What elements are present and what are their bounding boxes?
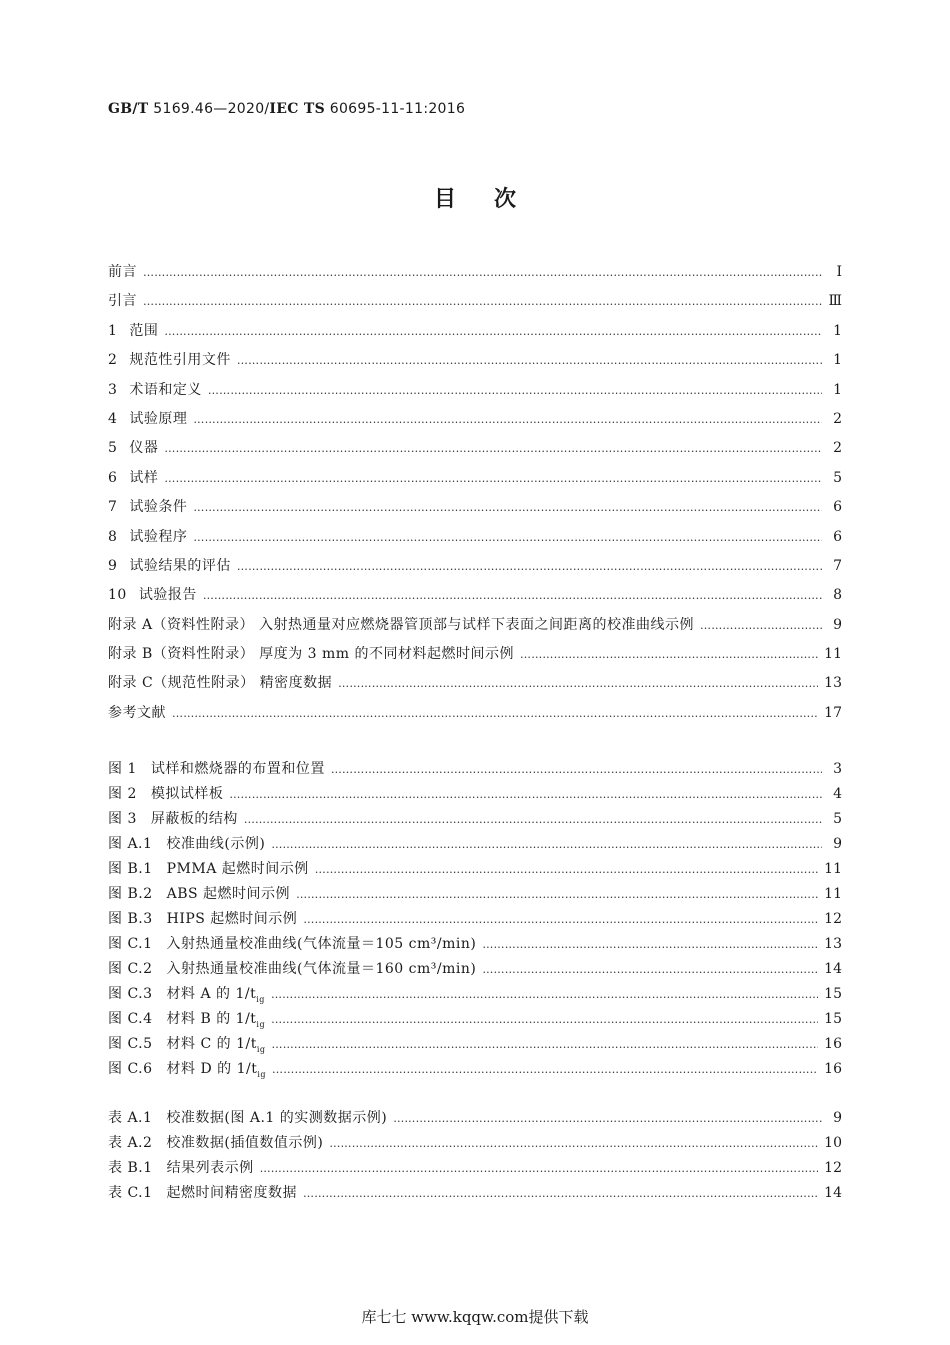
toc-entry[interactable]: [108, 1057, 842, 1082]
toc-entry-label: [108, 434, 158, 463]
toc-entry-text: 入射热通量校准曲线(气体流量＝160 cm³/min): [166, 961, 477, 977]
toc-entry[interactable]: [108, 405, 842, 434]
toc-entry-page: 10: [824, 1135, 842, 1151]
footer-watermark: 库七七 www.kqqw.com提供下载: [361, 1308, 589, 1326]
toc-entry-text: ABS 起燃时间示例: [166, 886, 291, 902]
toc-entry-leader-dots: [237, 355, 822, 366]
toc-entry-label: [108, 669, 332, 698]
toc-entry-leader-dots: [338, 678, 818, 689]
toc-entry[interactable]: [108, 957, 842, 982]
toc-entry-number: 2: [108, 352, 118, 369]
toc-entry-text: 参考文献: [108, 704, 166, 721]
toc-entry-number: 9: [108, 557, 118, 574]
toc-entry[interactable]: [108, 640, 842, 669]
toc-entry[interactable]: [108, 757, 842, 782]
toc-entry-text: 附录 C（规范性附录） 精密度数据: [108, 675, 333, 692]
toc-entry-label: [108, 552, 231, 581]
toc-entry[interactable]: [108, 1106, 842, 1131]
toc-entry-label: [108, 699, 166, 728]
toc-entry-page: 14: [824, 1185, 842, 1201]
toc-entry-number: 4: [108, 410, 118, 427]
toc-entry-text: 试验程序: [129, 528, 188, 545]
toc-entry-leader-dots: [700, 620, 822, 631]
toc-entry-leader-dots: [164, 443, 822, 454]
toc-entry-label: [108, 932, 476, 957]
toc-entry-number: 7: [108, 499, 118, 516]
toc-entry-label: [108, 1032, 266, 1057]
toc-entry-number: 3: [108, 381, 118, 398]
standard-code-iec-number: 60695-11-11:2016: [325, 101, 466, 117]
toc-entry-text: HIPS 起燃时间示例: [166, 911, 298, 927]
toc-entry[interactable]: [108, 882, 842, 907]
toc-entry-label: [108, 493, 187, 522]
toc-entry-leader-dots: [482, 964, 818, 975]
toc-entry-leader-dots: [237, 561, 822, 572]
toc-entry-label: [108, 405, 187, 434]
toc-entry-caption: 表 A.1: [108, 1110, 153, 1126]
standard-code-iects: IEC TS: [269, 101, 325, 117]
toc-entry-caption: 表 C.1: [108, 1185, 153, 1201]
toc-figures-list: [108, 757, 842, 1082]
toc-entry-caption: 表 A.2: [108, 1135, 153, 1151]
toc-entry-label: [108, 807, 238, 832]
toc-entry-label: [108, 581, 197, 610]
toc-entry-leader-dots: [143, 267, 822, 278]
toc-entry-caption: 图 C.3: [108, 986, 153, 1002]
toc-entry-label: [108, 1131, 323, 1156]
toc-entry-page: 6: [833, 528, 842, 545]
toc-entry-label: [108, 782, 223, 807]
toc-entry[interactable]: [108, 982, 842, 1007]
toc-entry-text: 试验原理: [129, 410, 188, 427]
toc-entry-caption: 图 3: [108, 811, 137, 827]
toc-entry-leader-dots: [296, 889, 818, 900]
toc-entry-caption: 图 B.1: [108, 861, 153, 877]
toc-entry-caption: 图 C.4: [108, 1011, 153, 1027]
toc-entry[interactable]: [108, 1181, 842, 1206]
toc-entry-text: 试验报告: [138, 587, 197, 604]
toc-entry-page: 3: [833, 761, 842, 777]
toc-entry[interactable]: [108, 317, 842, 346]
toc-entry-page: 14: [824, 961, 842, 977]
toc-entry-page: 2: [833, 440, 842, 457]
toc-entry-subscript: ig: [256, 994, 265, 1004]
toc-entry-number: 6: [108, 469, 118, 486]
toc-entry-text: 材料 B 的 1/t: [166, 1011, 257, 1027]
toc-entry-text: 校准数据(插值数值示例): [166, 1135, 324, 1151]
toc-entry[interactable]: [108, 932, 842, 957]
toc-entry-page: 15: [824, 986, 842, 1002]
toc-entry-page: 12: [824, 1160, 842, 1176]
toc-entry-label: [108, 882, 290, 907]
toc-entry-page: 9: [833, 1110, 842, 1126]
toc-entry-leader-dots: [208, 385, 822, 396]
toc-entry-caption: 表 B.1: [108, 1160, 153, 1176]
standard-code-number: 5169.46—2020/: [148, 101, 270, 117]
toc-entry-label: [108, 1007, 265, 1032]
toc-entry-page: 9: [833, 836, 842, 852]
toc-entry-label: [108, 757, 325, 782]
toc-entry-text: 校准曲线(示例): [166, 836, 266, 852]
toc-entry-label: [108, 287, 137, 316]
toc-entry[interactable]: [108, 1156, 842, 1181]
toc-entry-caption: 图 C.1: [108, 936, 153, 952]
toc-entry-page: 16: [824, 1061, 842, 1077]
toc-entry-number: 10: [108, 587, 127, 604]
toc-entry[interactable]: [108, 1007, 842, 1032]
toc-entry[interactable]: [108, 1032, 842, 1057]
toc-entry-text: 试样和燃烧器的布置和位置: [150, 761, 325, 777]
toc-entry-label: [108, 258, 137, 287]
toc-entry-page: Ⅲ: [828, 293, 842, 310]
toc-entry-text: 前言: [108, 264, 137, 280]
toc-entry-text: 试验结果的评估: [129, 557, 231, 574]
toc-entry-label: [108, 957, 476, 982]
toc-entry-text: 仪器: [129, 440, 159, 457]
toc-entry-leader-dots: [315, 864, 818, 875]
toc-entry-text: 模拟试样板: [150, 786, 224, 802]
toc-entry-text: 范围: [129, 322, 159, 339]
toc-entry-text: 材料 C 的 1/t: [166, 1036, 257, 1052]
toc-entry-page: 11: [824, 861, 842, 877]
toc-entry-page: 5: [833, 469, 842, 486]
toc-entry-label: [108, 523, 187, 552]
toc-entry-text: 试验条件: [129, 499, 188, 516]
toc-entry-leader-dots: [172, 708, 818, 719]
toc-entry-subscript: ig: [256, 1044, 266, 1054]
toc-entry-page: 11: [824, 886, 842, 902]
toc-entry-page: 13: [824, 675, 842, 692]
toc-entry-leader-dots: [271, 1014, 818, 1025]
toc-entry-label: [108, 317, 158, 346]
toc-entry-page: 5: [833, 811, 842, 827]
toc-entry[interactable]: [108, 581, 842, 610]
toc-entry-label: [108, 376, 202, 405]
toc-entry[interactable]: [108, 611, 842, 640]
toc-entry-text: 术语和定义: [129, 381, 202, 398]
toc-entry[interactable]: [108, 552, 842, 581]
toc-entry[interactable]: [108, 857, 842, 882]
toc-entry-text: 入射热通量校准曲线(气体流量＝105 cm³/min): [166, 936, 477, 952]
toc-entry-text: 规范性引用文件: [129, 352, 231, 369]
toc-entry[interactable]: [108, 699, 842, 728]
toc-entry-leader-dots: [164, 473, 822, 484]
toc-entry[interactable]: [108, 287, 842, 316]
toc-entry-label: [108, 464, 158, 493]
toc-entry[interactable]: [108, 258, 842, 287]
toc-entry[interactable]: [108, 907, 842, 932]
toc-entry-page: 12: [824, 911, 842, 927]
toc-tables-list: [108, 1106, 842, 1206]
toc-entry-leader-dots: [520, 649, 818, 660]
toc-entry[interactable]: [108, 669, 842, 698]
toc-entry-label: [108, 907, 297, 932]
toc-entry-text: 附录 B（资料性附录） 厚度为 3 mm 的不同材料起燃时间示例: [108, 646, 514, 663]
toc-entry-caption: 图 A.1: [108, 836, 153, 852]
toc-entry-leader-dots: [193, 502, 822, 513]
toc-main-list: [108, 258, 842, 728]
toc-entry-leader-dots: [193, 532, 822, 543]
toc-entry-caption: 图 C.5: [108, 1036, 153, 1052]
toc-entry-caption: 图 C.2: [108, 961, 153, 977]
standard-code-gbt: GB/T: [108, 101, 149, 117]
toc-entry-leader-dots: [164, 326, 822, 337]
toc-entry-label: [108, 611, 694, 640]
toc-entry-subscript: ig: [257, 1069, 267, 1079]
toc-entry-leader-dots: [482, 939, 818, 950]
toc-entry-leader-dots: [260, 1163, 819, 1174]
toc-entry-text: PMMA 起燃时间示例: [166, 861, 309, 877]
toc-entry-page: 1: [833, 352, 842, 369]
toc-entry-number: 5: [108, 440, 118, 457]
toc-entry-leader-dots: [203, 590, 822, 601]
toc-entry-page: 15: [824, 1011, 842, 1027]
toc-entry-leader-dots: [143, 296, 822, 307]
toc-entry[interactable]: [108, 782, 842, 807]
toc-entry-page: 1: [833, 322, 842, 339]
toc-entry-label: [108, 982, 265, 1007]
toc-entry-leader-dots: [193, 414, 822, 425]
toc-entry-text: 材料 D 的 1/t: [166, 1061, 258, 1077]
toc-entry-page: 1: [833, 381, 842, 398]
toc-entry-number: 8: [108, 528, 118, 545]
toc-entry-caption: 图 B.2: [108, 886, 153, 902]
toc-entry-leader-dots: [329, 1138, 818, 1149]
toc-entry-text: 校准数据(图 A.1 的实测数据示例): [166, 1110, 388, 1126]
toc-entry-label: [108, 640, 514, 669]
toc-entry-page: 9: [833, 616, 842, 633]
toc-entry-page: 4: [833, 786, 842, 802]
toc-entry-caption: 图 1: [108, 761, 137, 777]
page-title: 目次: [433, 187, 554, 212]
toc-entry-label: [108, 832, 265, 857]
toc-entry-text: 附录 A（资料性附录） 入射热通量对应燃烧器管顶部与试样下表面之间距离的校准曲线示例: [108, 616, 695, 633]
toc-entry-page: 2: [833, 410, 842, 427]
toc-entry-page: 6: [833, 499, 842, 516]
toc-entry[interactable]: [108, 346, 842, 375]
toc-entry-text: 屏蔽板的结构: [150, 811, 238, 827]
toc-entry-number: 1: [108, 322, 118, 339]
toc-entry-caption: 图 C.6: [108, 1061, 153, 1077]
toc-entry-subscript: ig: [256, 1019, 266, 1029]
toc-entry-label: [108, 1156, 254, 1181]
toc-entry-label: [108, 346, 231, 375]
toc-entry[interactable]: [108, 832, 842, 857]
toc-entry-leader-dots: [271, 989, 818, 1000]
toc-entry-text: 试样: [129, 469, 159, 486]
toc-entry-label: [108, 1106, 387, 1131]
toc-entry-page: 13: [824, 936, 842, 952]
toc-entry-leader-dots: [393, 1113, 822, 1124]
toc-entry-page: 16: [824, 1036, 842, 1052]
toc-entry-leader-dots: [244, 814, 822, 825]
toc-entry-text: 起燃时间精密度数据: [166, 1185, 298, 1201]
toc-entry-label: [108, 1057, 266, 1082]
toc-entry-leader-dots: [271, 839, 822, 850]
toc-entry-caption: 图 2: [108, 786, 137, 802]
toc-entry[interactable]: [108, 1131, 842, 1156]
toc-entry[interactable]: [108, 523, 842, 552]
toc-entry-label: [108, 857, 309, 882]
toc-entry-page: Ⅰ: [836, 264, 842, 280]
toc-entry[interactable]: [108, 464, 842, 493]
toc-entry-leader-dots: [303, 1188, 818, 1199]
toc-entry-label: [108, 1181, 297, 1206]
toc-entry-page: 17: [824, 704, 842, 721]
toc-entry-text: 材料 A 的 1/t: [166, 986, 257, 1002]
toc-entry[interactable]: [108, 376, 842, 405]
toc-entry-text: 结果列表示例: [166, 1160, 254, 1176]
toc-entry[interactable]: [108, 493, 842, 522]
standard-code: [108, 101, 465, 117]
toc-entry-caption: 图 B.3: [108, 911, 153, 927]
toc-entry-leader-dots: [331, 764, 822, 775]
toc-entry-page: 11: [824, 646, 842, 663]
toc-entry-text: 引言: [108, 293, 137, 310]
toc-entry-leader-dots: [272, 1064, 818, 1075]
toc-entry-leader-dots: [303, 914, 818, 925]
toc-entry[interactable]: [108, 434, 842, 463]
toc-entry-page: 7: [833, 557, 842, 574]
toc-entry-leader-dots: [229, 789, 822, 800]
toc-entry-leader-dots: [272, 1039, 819, 1050]
toc-entry[interactable]: [108, 807, 842, 832]
toc-entry-page: 8: [833, 587, 842, 604]
